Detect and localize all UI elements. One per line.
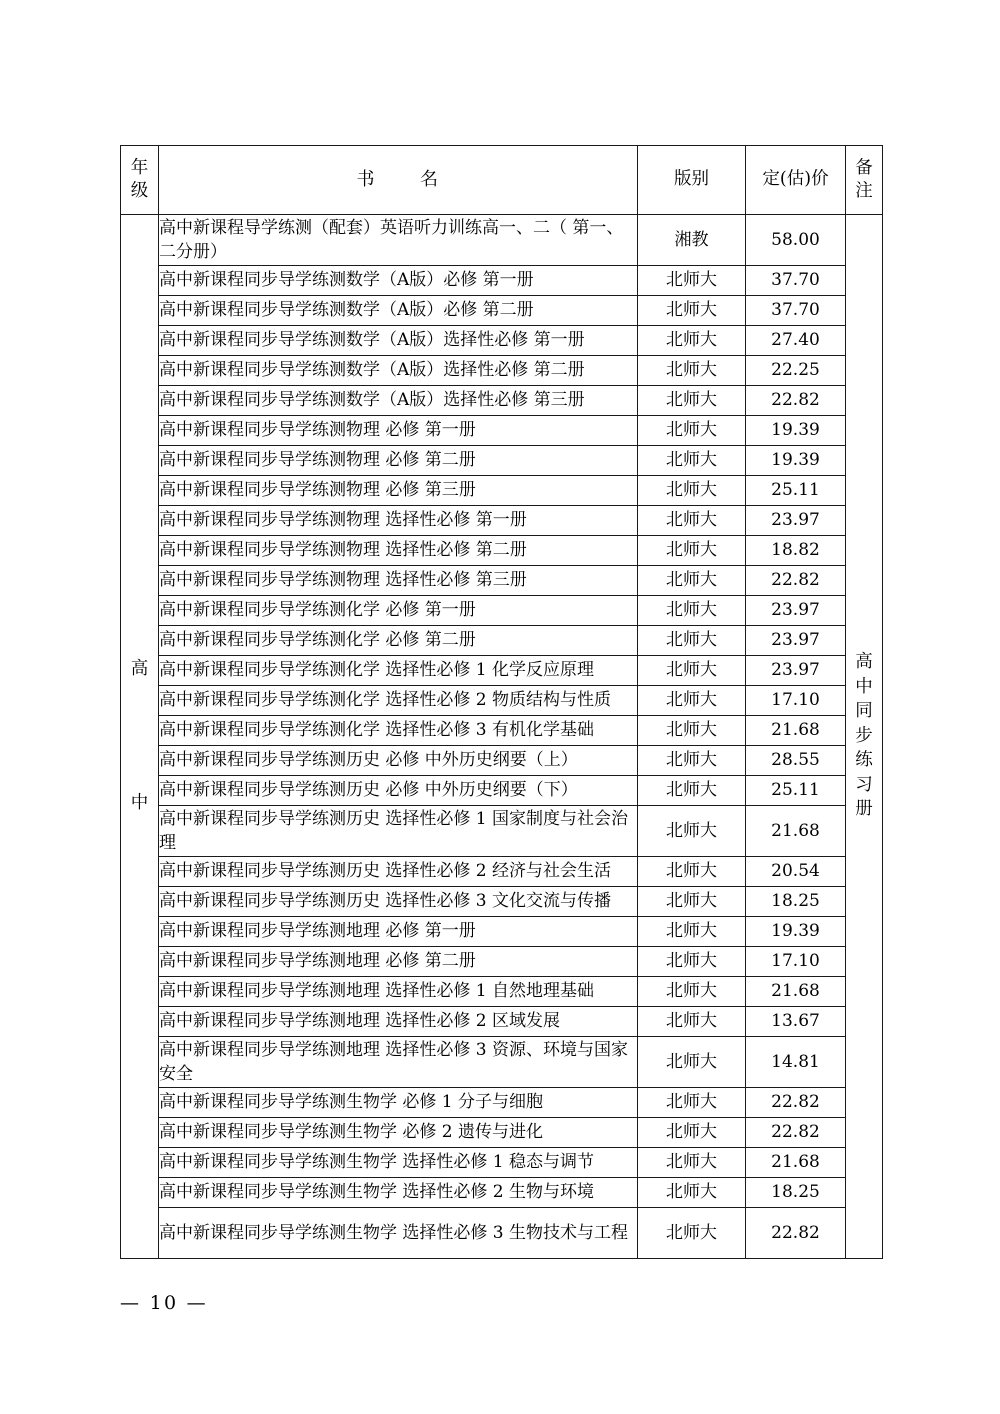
book-name-cell: 高中新课程同步导学练测历史 选择性必修 3 文化交流与传播 (159, 887, 638, 917)
note-label-char1: 高 (855, 652, 873, 673)
table-row (121, 446, 883, 476)
header-note (846, 146, 883, 215)
price-cell: 19.39 (746, 917, 846, 947)
price-cell: 23.97 (746, 626, 846, 656)
table-row (121, 716, 883, 746)
note-label-char6: 习 (855, 774, 873, 795)
publisher-cell: 北师大 (638, 947, 746, 977)
book-name-cell: 高中新课程同步导学练测历史 选择性必修 2 经济与社会生活 (159, 857, 638, 887)
header-note-char1: 备 (855, 158, 873, 179)
publisher-cell: 北师大 (638, 296, 746, 326)
book-name-cell: 高中新课程同步导学练测地理 选择性必修 2 区域发展 (159, 1007, 638, 1037)
table-row (121, 977, 883, 1007)
price-cell: 37.70 (746, 296, 846, 326)
note-label-char5: 练 (855, 750, 873, 771)
price-cell: 13.67 (746, 1007, 846, 1037)
table-row (121, 566, 883, 596)
note-cell (846, 215, 883, 1259)
price-cell: 37.70 (746, 266, 846, 296)
price-cell: 58.00 (746, 215, 846, 266)
table-row (121, 476, 883, 506)
publisher-cell: 北师大 (638, 506, 746, 536)
grade-cell (121, 215, 159, 1259)
book-name-cell: 高中新课程同步导学练测地理 必修 第二册 (159, 947, 638, 977)
publisher-cell: 北师大 (638, 857, 746, 887)
publisher-cell: 北师大 (638, 1148, 746, 1178)
publisher-cell: 北师大 (638, 476, 746, 506)
table-row (121, 1118, 883, 1148)
publisher-cell: 北师大 (638, 356, 746, 386)
table-row (121, 596, 883, 626)
table-row (121, 1007, 883, 1037)
publisher-cell: 北师大 (638, 626, 746, 656)
grade-label-char2: 中 (130, 792, 149, 813)
price-cell: 22.82 (746, 1208, 846, 1259)
publisher-cell: 北师大 (638, 326, 746, 356)
table-row (121, 356, 883, 386)
price-cell: 27.40 (746, 326, 846, 356)
table-row (121, 776, 883, 806)
table-row (121, 296, 883, 326)
header-grade-char1: 年 (130, 158, 149, 179)
table-row (121, 746, 883, 776)
header-grade-char2: 级 (130, 181, 149, 201)
book-name-cell: 高中新课程同步导学练测物理 选择性必修 第二册 (159, 536, 638, 566)
price-cell: 28.55 (746, 746, 846, 776)
book-name-cell: 高中新课程同步导学练测历史 必修 中外历史纲要（下） (159, 776, 638, 806)
table-row (121, 626, 883, 656)
table-row (121, 1148, 883, 1178)
book-name-cell: 高中新课程同步导学练测数学（A版）必修 第一册 (159, 266, 638, 296)
publisher-cell: 北师大 (638, 806, 746, 857)
publisher-cell: 北师大 (638, 1088, 746, 1118)
publisher-cell: 北师大 (638, 566, 746, 596)
book-name-cell: 高中新课程同步导学练测地理 选择性必修 1 自然地理基础 (159, 977, 638, 1007)
publisher-cell: 北师大 (638, 776, 746, 806)
price-cell: 21.68 (746, 1148, 846, 1178)
book-name-cell: 高中新课程同步导学练测化学 必修 第一册 (159, 596, 638, 626)
book-name-cell: 高中新课程同步导学练测物理 必修 第二册 (159, 446, 638, 476)
book-name-cell: 高中新课程同步导学练测化学 选择性必修 3 有机化学基础 (159, 716, 638, 746)
price-cell: 25.11 (746, 476, 846, 506)
price-cell: 22.82 (746, 386, 846, 416)
table-row (121, 1037, 883, 1088)
publisher-cell: 北师大 (638, 977, 746, 1007)
price-cell: 19.39 (746, 446, 846, 476)
book-name-cell: 高中新课程同步导学练测数学（A版）必修 第二册 (159, 296, 638, 326)
book-name-cell: 高中新课程同步导学练测化学 必修 第二册 (159, 626, 638, 656)
publisher-cell: 北师大 (638, 686, 746, 716)
book-name-cell: 高中新课程导学练测（配套）英语听力训练高一、二（ 第一、二分册） (159, 215, 638, 266)
table-row (121, 1208, 883, 1259)
price-cell: 20.54 (746, 857, 846, 887)
grade-label-char1: 高 (130, 659, 149, 679)
publisher-cell: 北师大 (638, 386, 746, 416)
book-name-cell: 高中新课程同步导学练测物理 必修 第一册 (159, 416, 638, 446)
price-cell: 17.10 (746, 686, 846, 716)
book-name-cell: 高中新课程同步导学练测物理 必修 第三册 (159, 476, 638, 506)
price-cell: 22.82 (746, 1118, 846, 1148)
note-label-char3: 同 (855, 701, 873, 722)
table-row (121, 536, 883, 566)
price-cell: 21.68 (746, 977, 846, 1007)
publisher-cell: 湘教 (638, 215, 746, 266)
book-name-cell: 高中新课程同步导学练测化学 选择性必修 1 化学反应原理 (159, 656, 638, 686)
table-row (121, 947, 883, 977)
book-name-cell: 高中新课程同步导学练测数学（A版）选择性必修 第二册 (159, 356, 638, 386)
book-name-cell: 高中新课程同步导学练测地理 必修 第一册 (159, 917, 638, 947)
price-cell: 17.10 (746, 947, 846, 977)
publisher-cell: 北师大 (638, 1037, 746, 1088)
publisher-cell: 北师大 (638, 1178, 746, 1208)
table-row (121, 506, 883, 536)
book-name-cell: 高中新课程同步导学练测生物学 选择性必修 1 稳态与调节 (159, 1148, 638, 1178)
price-cell: 18.82 (746, 536, 846, 566)
table-row (121, 416, 883, 446)
book-name-cell: 高中新课程同步导学练测物理 选择性必修 第三册 (159, 566, 638, 596)
book-name-cell: 高中新课程同步导学练测生物学 必修 2 遗传与进化 (159, 1118, 638, 1148)
book-name-cell: 高中新课程同步导学练测数学（A版）选择性必修 第三册 (159, 386, 638, 416)
table-row (121, 857, 883, 887)
price-cell: 21.68 (746, 806, 846, 857)
price-cell: 18.25 (746, 1178, 846, 1208)
publisher-cell: 北师大 (638, 266, 746, 296)
table-row (121, 266, 883, 296)
table-row (121, 1088, 883, 1118)
publisher-cell: 北师大 (638, 446, 746, 476)
table-row (121, 887, 883, 917)
publisher-cell: 北师大 (638, 746, 746, 776)
note-label-char7: 册 (855, 799, 873, 820)
header-price: 定(估)价 (746, 146, 846, 215)
book-name-cell: 高中新课程同步导学练测生物学 选择性必修 3 生物技术与工程 (159, 1208, 638, 1259)
table-row (121, 917, 883, 947)
textbook-price-table (120, 145, 883, 1259)
header-book-name (159, 146, 638, 215)
price-cell: 22.25 (746, 356, 846, 386)
book-name-cell: 高中新课程同步导学练测地理 选择性必修 3 资源、环境与国家安全 (159, 1037, 638, 1088)
table-row (121, 386, 883, 416)
note-label-char2: 中 (855, 676, 873, 697)
textbook-price-table-container (120, 145, 882, 1259)
price-cell: 21.68 (746, 716, 846, 746)
header-grade (121, 146, 159, 215)
table-row (121, 686, 883, 716)
price-cell: 22.82 (746, 1088, 846, 1118)
table-row (121, 326, 883, 356)
book-name-cell: 高中新课程同步导学练测历史 必修 中外历史纲要（上） (159, 746, 638, 776)
header-name-char1: 书 (356, 168, 376, 190)
table-row (121, 215, 883, 266)
header-name-char2: 名 (420, 168, 440, 190)
header-publisher: 版别 (638, 146, 746, 215)
header-note-char2: 注 (855, 181, 873, 201)
price-cell: 25.11 (746, 776, 846, 806)
book-name-cell: 高中新课程同步导学练测生物学 选择性必修 2 生物与环境 (159, 1178, 638, 1208)
publisher-cell: 北师大 (638, 887, 746, 917)
price-cell: 23.97 (746, 656, 846, 686)
price-cell: 23.97 (746, 506, 846, 536)
book-name-cell: 高中新课程同步导学练测数学（A版）选择性必修 第一册 (159, 326, 638, 356)
book-name-cell: 高中新课程同步导学练测生物学 必修 1 分子与细胞 (159, 1088, 638, 1118)
note-label-char4: 步 (855, 725, 873, 746)
price-cell: 23.97 (746, 596, 846, 626)
publisher-cell: 北师大 (638, 716, 746, 746)
price-cell: 14.81 (746, 1037, 846, 1088)
publisher-cell: 北师大 (638, 1007, 746, 1037)
publisher-cell: 北师大 (638, 1208, 746, 1259)
table-row (121, 656, 883, 686)
table-header-row (121, 146, 883, 215)
book-name-cell: 高中新课程同步导学练测物理 选择性必修 第一册 (159, 506, 638, 536)
price-cell: 18.25 (746, 887, 846, 917)
price-cell: 19.39 (746, 416, 846, 446)
page-number: — 10 — (120, 1292, 208, 1314)
table-row (121, 806, 883, 857)
publisher-cell: 北师大 (638, 1118, 746, 1148)
publisher-cell: 北师大 (638, 656, 746, 686)
price-cell: 22.82 (746, 566, 846, 596)
publisher-cell: 北师大 (638, 596, 746, 626)
book-name-cell: 高中新课程同步导学练测化学 选择性必修 2 物质结构与性质 (159, 686, 638, 716)
table-row (121, 1178, 883, 1208)
publisher-cell: 北师大 (638, 416, 746, 446)
book-name-cell: 高中新课程同步导学练测历史 选择性必修 1 国家制度与社会治理 (159, 806, 638, 857)
publisher-cell: 北师大 (638, 536, 746, 566)
publisher-cell: 北师大 (638, 917, 746, 947)
